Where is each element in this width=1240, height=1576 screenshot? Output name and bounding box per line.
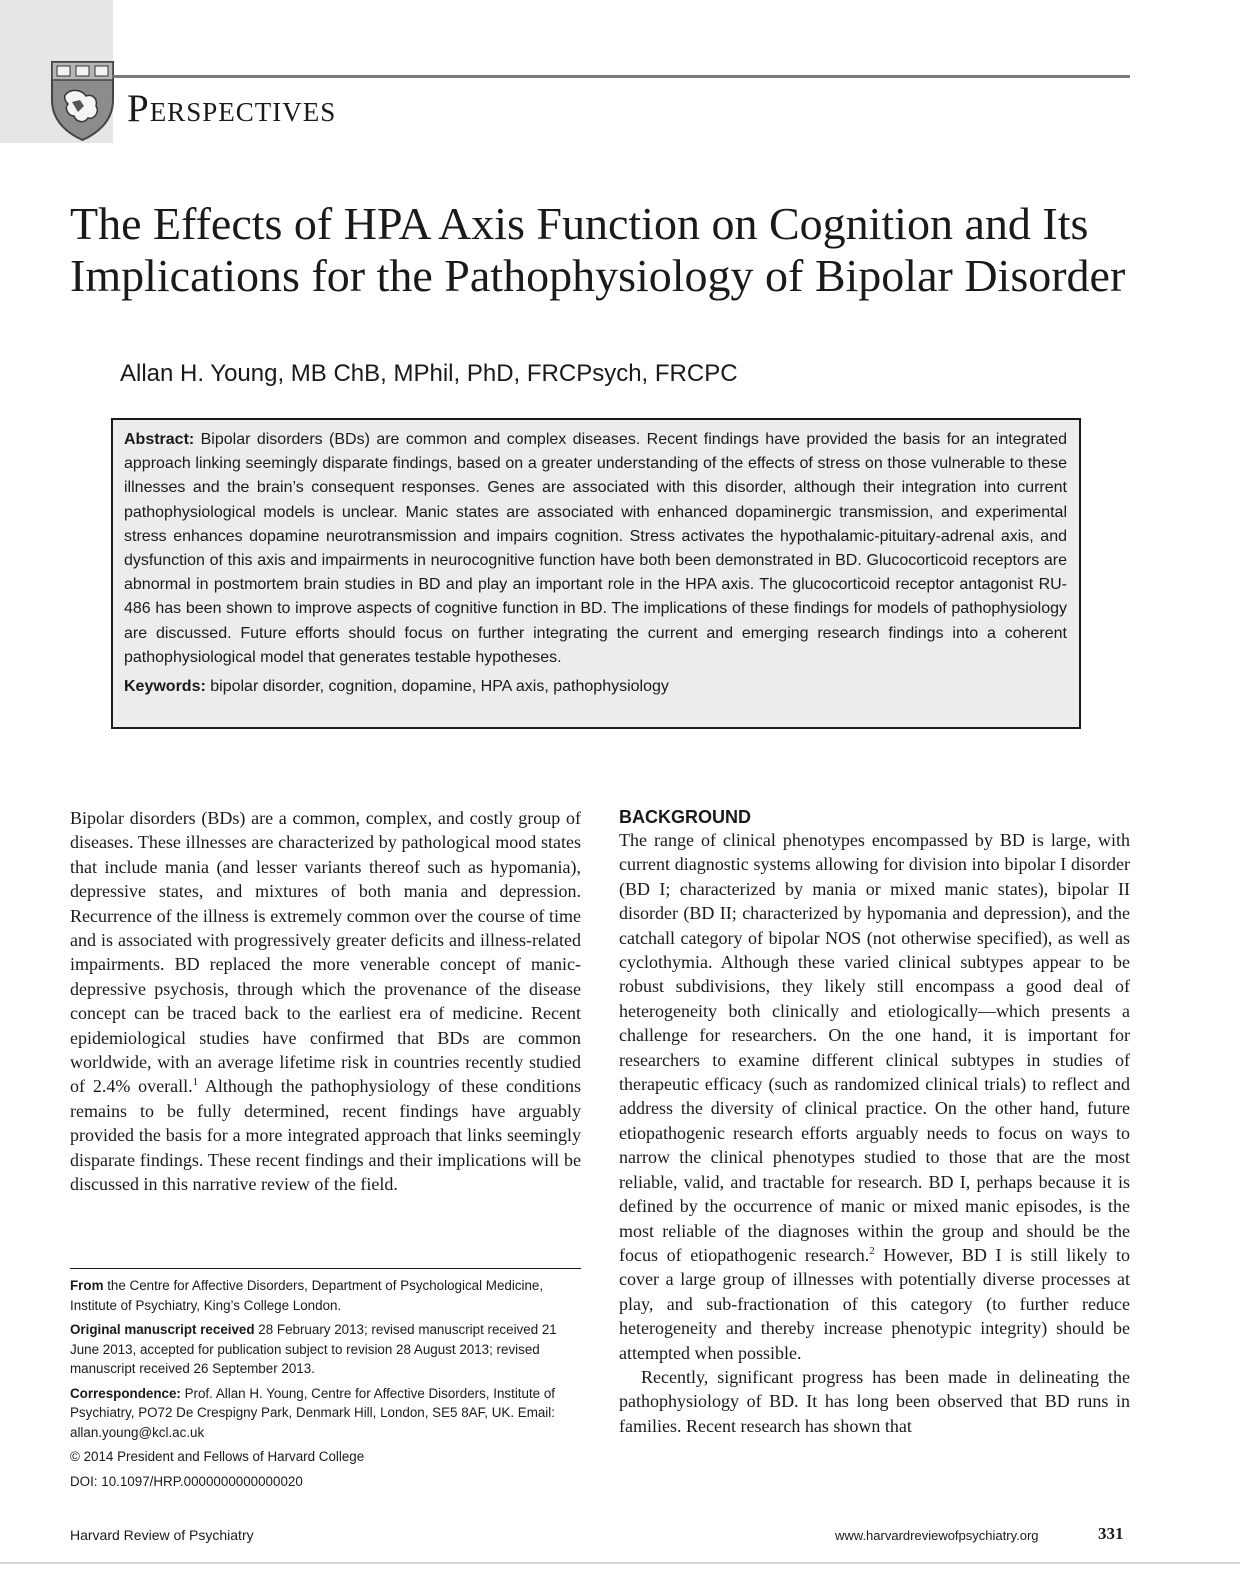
intro-text-b: Although the pathophysiology of these conditions remains to be fully determined, recent findings have arguably provided the basis for a more integrated approach that links seemingly disparate findings. These recent findings and their implications will be discussed in this narrative review of the field. <box>70 1076 581 1195</box>
page-number: 331 <box>1098 1524 1124 1543</box>
correspondence-text: Prof. Allan H. Young, Centre for Affective Disorders, Institute of Psychiatry, PO72 De Crespigny Park, Denmark Hill, London, SE5 8AF, UK. Email: allan.young@kcl.ac.uk <box>70 1385 556 1440</box>
doi-note[interactable]: DOI: 10.1097/HRP.0000000000000020 <box>70 1473 303 1489</box>
footer-journal-name: Harvard Review of Psychiatry <box>70 1527 254 1543</box>
manuscript-history-label: Original manuscript received <box>70 1322 255 1337</box>
abstract-text: Bipolar disorders (BDs) are common and complex diseases. Recent findings have provided the basis for an integrated approach linking seemingly disparate findings, based on a greater understanding of the effects of stress on those vulnerable to these illnesses and the brain’s consequent responses. Genes are associated with this disorder, although their integration into current pathophysiological models is unclear. Manic states are associated with enhanced dopaminergic transmission, and experimental stress enhances dopamine neurotransmission and impairs cognition. Stress activates the hypothalamic-pituitary-adrenal axis, and dysfunction of this axis and impairments in neurocognitive function have both been demonstrated in BD. Glucocorticoid receptors are abnormal in postmortem brain studies in BD and play an important role in the HPA axis. The glucocorticoid receptor antagonist RU-486 has been shown to improve aspects of cognitive function in BD. The implications of these findings for models of pathophysiology are discussed. Future efforts should focus on further integrating the current and emerging research findings into a coherent pathophysiological model that generates testable hypotheses. <box>124 431 1067 666</box>
section-label: Perspectives <box>127 87 337 130</box>
background-text-b: However, BD I is still likely to cover a large group of illnesses with potentially diverse processes at play, and sub-fractionation of this category (to further reduce heterogeneity and thereby increase phenotypic integrity) should be attempted when possible. <box>619 1244 1130 1363</box>
background-paragraph-1 <box>619 828 1130 1365</box>
footnotes <box>70 1276 581 1496</box>
intro-text-a: Bipolar disorders (BDs) are a common, complex, and costly group of diseases. These illnesses are characterized by pathological mood states that include mania (and lesser variants thereof such as hypomania), depressive states, and mixtures of both mania and depression. Recurrence of the illness is extremely common over the course of time and is associated with progressively greater deficits and illness-related impairments. BD replaced the more venerable concept of manic-depressive psychosis, through which the provenance of the disease concept can be traced back to the earliest era of medicine. Recent epidemiological studies have confirmed that BDs are common worldwide, with an average lifetime risk in countries recently studied of 2.4% overall. <box>70 808 581 1097</box>
affiliation-text: the Centre for Affective Disorders, Department of Psychological Medicine, Institute of Psychiatry, King’s College London. <box>70 1278 544 1313</box>
correspondence-note <box>70 1384 581 1443</box>
page-bottom-edge <box>0 1562 1240 1564</box>
correspondence-label: Correspondence: <box>70 1385 181 1401</box>
article-title: The Effects of HPA Axis Function on Cognition and Its Implications for the Pathophysiology of Bipolar Disorder <box>70 198 1126 301</box>
background-text-a: The range of clinical phenotypes encompassed by BD is large, with current diagnostic systems allowing for division into bipolar I disorder (BD I; characterized by mania or mixed manic states), bipolar II disorder (BD II; characterized by hypomania and depression), and the catchall category of bipolar NOS (not otherwise specified), as well as cyclothymia. Although these varied clinical subtypes appear to be robust subdivisions, they likely still encompass a good deal of heterogeneity both clinically and etiologically—which presents a challenge for researchers. On the one hand, it is important for researchers to examine different clinical subtypes in studies of therapeutic efficacy (such as randomized clinical trials) to reflect and address the diversity of clinical practice. On the other hand, future etiopathogenic research efforts arguably needs to focus on ways to narrow the clinical phenotypes studied to those that are the most reliable, valid, and tractable for research. BD I, perhaps because it is defined by the occurrence of manic or mixed manic episodes, is the most reliable of the diagnoses within the group and should be the focus of etiopathogenic research. <box>619 830 1130 1265</box>
abstract-box <box>111 418 1081 729</box>
reference-2[interactable]: 2 <box>869 1244 875 1257</box>
footer-journal-url[interactable]: www.harvardreviewofpsychiatry.org <box>835 1528 1039 1543</box>
footnote-rule <box>70 1268 581 1269</box>
background-heading: BACKGROUND <box>619 807 751 827</box>
keywords-label: Keywords: <box>124 678 206 696</box>
affiliation-note <box>70 1276 581 1315</box>
reference-1[interactable]: 1 <box>192 1076 199 1089</box>
affiliation-label: From <box>70 1278 104 1293</box>
manuscript-history-text: 28 February 2013; revised manuscript received 21 June 2013, accepted for publication subject to revision 28 August 2013; revised manuscript received 26 September 2013. <box>70 1322 557 1376</box>
intro-paragraph <box>70 806 581 1197</box>
harvard-shield-icon <box>50 60 115 142</box>
copyright-note: © 2014 President and Fellows of Harvard College <box>70 1449 365 1464</box>
abstract-label: Abstract: <box>124 431 195 448</box>
author-line: Allan H. Young, MB ChB, MPhil, PhD, FRCPsych, FRCPC <box>120 360 738 387</box>
header-rule <box>113 75 1130 78</box>
manuscript-history-note <box>70 1320 581 1379</box>
left-column <box>70 806 581 1197</box>
keywords-paragraph <box>124 675 1067 699</box>
background-paragraph-2: Recently, significant progress has been made in delineating the pathophysiology of BD. It has long been observed that BD runs in families. Recent research has shown that <box>619 1366 1130 1436</box>
right-column <box>619 806 1130 1438</box>
abstract-paragraph <box>124 428 1067 670</box>
keywords-text: bipolar disorder, cognition, dopamine, HPA axis, pathophysiology <box>205 678 669 696</box>
